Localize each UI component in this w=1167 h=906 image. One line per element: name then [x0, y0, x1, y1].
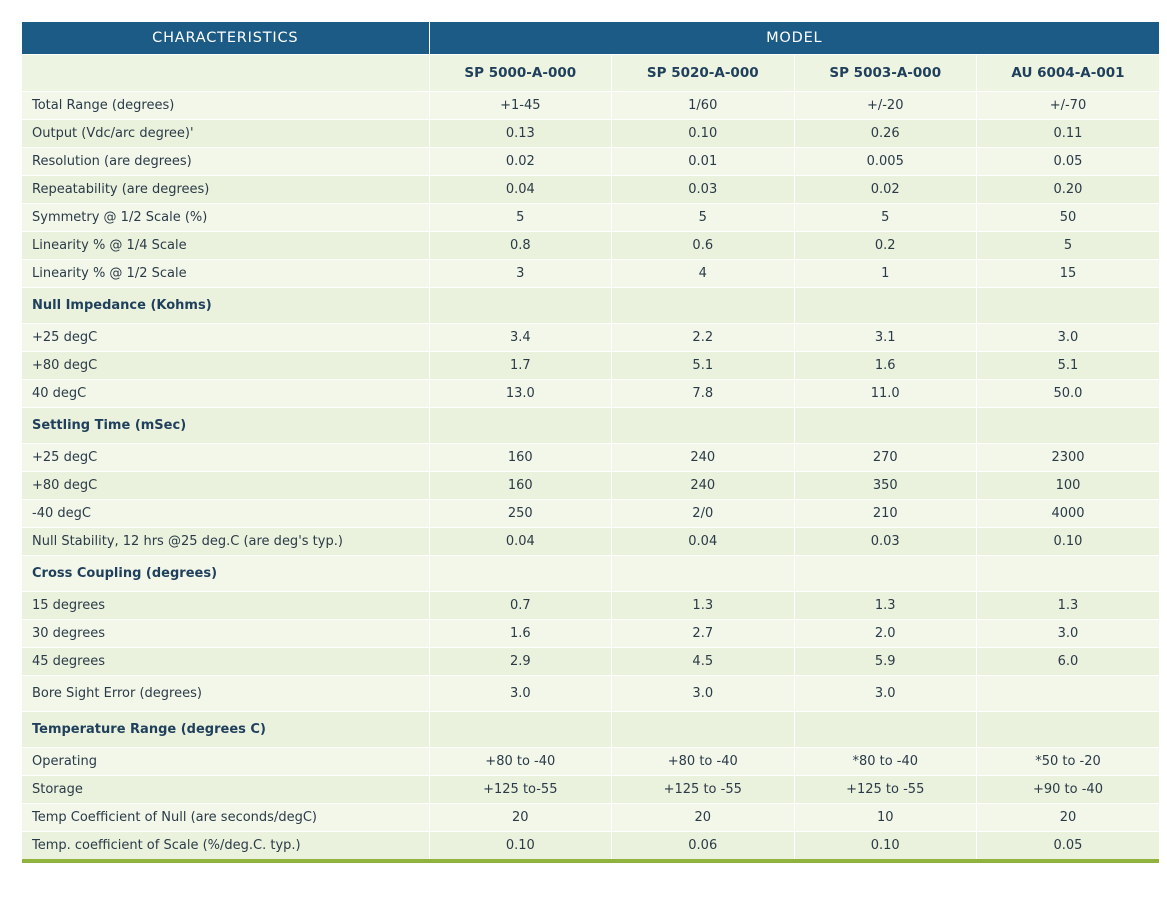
model-name: AU 6004-A-001 [976, 55, 1159, 92]
table-cell: 350 [794, 472, 976, 500]
table-cell: 2/0 [612, 500, 794, 528]
table-cell: 5 [429, 204, 611, 232]
table-cell: 0.10 [794, 832, 976, 862]
table-row [22, 444, 1159, 472]
table-cell: 5.1 [612, 352, 794, 380]
table-cell: 0.04 [612, 528, 794, 556]
table-row [22, 620, 1159, 648]
table-cell [429, 408, 611, 444]
table-cell: +90 to -40 [976, 776, 1159, 804]
characteristic-label: +25 degC [22, 444, 429, 472]
table-cell: 1/60 [612, 92, 794, 120]
characteristic-label: Storage [22, 776, 429, 804]
table-cell: 0.26 [794, 120, 976, 148]
table-cell: 160 [429, 444, 611, 472]
characteristic-label: 15 degrees [22, 592, 429, 620]
model-header: MODEL [429, 22, 1159, 55]
section-label: Cross Coupling (degrees) [22, 556, 429, 592]
table-row [22, 748, 1159, 776]
table-cell: 250 [429, 500, 611, 528]
table-cell: 2300 [976, 444, 1159, 472]
characteristic-label: -40 degC [22, 500, 429, 528]
characteristic-label: Temp. coefficient of Scale (%/deg.C. typ.) [22, 832, 429, 862]
table-cell: 0.05 [976, 832, 1159, 862]
table-row [22, 232, 1159, 260]
table-cell: 50 [976, 204, 1159, 232]
table-row [22, 176, 1159, 204]
characteristic-label: Operating [22, 748, 429, 776]
table-row [22, 120, 1159, 148]
table-header [22, 22, 1159, 92]
table-cell [976, 408, 1159, 444]
table-cell [794, 408, 976, 444]
table-cell: 20 [429, 804, 611, 832]
model-names-row [22, 55, 1159, 92]
section-label: Null Impedance (Kohms) [22, 288, 429, 324]
table-cell: 4.5 [612, 648, 794, 676]
characteristic-label: +80 degC [22, 472, 429, 500]
table-cell: 0.03 [612, 176, 794, 204]
spec-table-container [22, 22, 1159, 863]
table-cell: 100 [976, 472, 1159, 500]
characteristic-label: +25 degC [22, 324, 429, 352]
table-cell: 5 [794, 204, 976, 232]
table-cell: 0.7 [429, 592, 611, 620]
model-name: SP 5003-A-000 [794, 55, 976, 92]
table-cell: 13.0 [429, 380, 611, 408]
table-cell: 0.04 [429, 176, 611, 204]
characteristic-label: Bore Sight Error (degrees) [22, 676, 429, 712]
header-band-row [22, 22, 1159, 55]
section-label: Settling Time (mSec) [22, 408, 429, 444]
table-cell: 0.8 [429, 232, 611, 260]
characteristic-label: Linearity % @ 1/2 Scale [22, 260, 429, 288]
section-header-row [22, 712, 1159, 748]
specifications-table [22, 22, 1159, 863]
table-cell: 2.0 [794, 620, 976, 648]
table-cell: 0.2 [794, 232, 976, 260]
characteristic-label: Repeatability (are degrees) [22, 176, 429, 204]
table-cell: 1.3 [612, 592, 794, 620]
table-cell [429, 556, 611, 592]
table-cell [612, 408, 794, 444]
characteristic-label: 45 degrees [22, 648, 429, 676]
table-cell: 0.005 [794, 148, 976, 176]
table-cell: +80 to -40 [429, 748, 611, 776]
table-row [22, 92, 1159, 120]
table-cell: 2.7 [612, 620, 794, 648]
table-row [22, 500, 1159, 528]
table-cell: 20 [976, 804, 1159, 832]
table-cell: 3.0 [794, 676, 976, 712]
table-cell: 3.0 [976, 620, 1159, 648]
table-cell: 2.2 [612, 324, 794, 352]
table-row [22, 204, 1159, 232]
table-cell [612, 712, 794, 748]
characteristic-label: Linearity % @ 1/4 Scale [22, 232, 429, 260]
table-cell: 0.06 [612, 832, 794, 862]
table-cell [976, 676, 1159, 712]
table-row [22, 648, 1159, 676]
table-cell: 240 [612, 444, 794, 472]
model-name: SP 5020-A-000 [612, 55, 794, 92]
table-cell: 0.10 [429, 832, 611, 862]
table-cell: 1 [794, 260, 976, 288]
table-cell: 0.03 [794, 528, 976, 556]
table-cell [794, 556, 976, 592]
characteristic-label: 40 degC [22, 380, 429, 408]
table-cell [794, 288, 976, 324]
table-cell: 4 [612, 260, 794, 288]
table-row [22, 776, 1159, 804]
characteristics-header: CHARACTERISTICS [22, 22, 429, 55]
table-cell: 0.10 [612, 120, 794, 148]
table-row [22, 832, 1159, 862]
table-cell: 5 [612, 204, 794, 232]
characteristic-label: Symmetry @ 1/2 Scale (%) [22, 204, 429, 232]
table-cell: 0.6 [612, 232, 794, 260]
table-cell: 15 [976, 260, 1159, 288]
table-cell: 50.0 [976, 380, 1159, 408]
table-row [22, 592, 1159, 620]
table-row [22, 472, 1159, 500]
table-cell: +80 to -40 [612, 748, 794, 776]
table-cell: +125 to -55 [794, 776, 976, 804]
characteristic-label: +80 degC [22, 352, 429, 380]
table-cell: 3 [429, 260, 611, 288]
table-cell: 10 [794, 804, 976, 832]
characteristic-label: Temp Coefficient of Null (are seconds/degC) [22, 804, 429, 832]
table-cell: 4000 [976, 500, 1159, 528]
table-row [22, 260, 1159, 288]
table-cell: 1.6 [429, 620, 611, 648]
table-cell: *50 to -20 [976, 748, 1159, 776]
table-cell: 0.04 [429, 528, 611, 556]
characteristic-label: Resolution (are degrees) [22, 148, 429, 176]
table-row [22, 676, 1159, 712]
table-cell: 1.6 [794, 352, 976, 380]
table-cell: 0.13 [429, 120, 611, 148]
table-cell [429, 712, 611, 748]
table-cell: 5.9 [794, 648, 976, 676]
table-cell: 3.0 [612, 676, 794, 712]
table-cell: 11.0 [794, 380, 976, 408]
table-cell [794, 712, 976, 748]
table-cell [976, 288, 1159, 324]
section-header-row [22, 288, 1159, 324]
table-cell: 1.7 [429, 352, 611, 380]
table-row [22, 148, 1159, 176]
table-cell: 1.3 [976, 592, 1159, 620]
table-cell: 0.11 [976, 120, 1159, 148]
table-row [22, 528, 1159, 556]
model-name: SP 5000-A-000 [429, 55, 611, 92]
table-cell: 3.4 [429, 324, 611, 352]
table-cell: 160 [429, 472, 611, 500]
characteristic-label: Null Stability, 12 hrs @25 deg.C (are deg's typ.) [22, 528, 429, 556]
characteristic-label: Total Range (degrees) [22, 92, 429, 120]
table-cell: 0.20 [976, 176, 1159, 204]
table-row [22, 352, 1159, 380]
table-cell [976, 712, 1159, 748]
characteristic-label: 30 degrees [22, 620, 429, 648]
table-row [22, 380, 1159, 408]
table-cell: 20 [612, 804, 794, 832]
table-body [22, 92, 1159, 862]
table-cell: +125 to -55 [612, 776, 794, 804]
table-cell: 210 [794, 500, 976, 528]
table-row [22, 324, 1159, 352]
section-header-row [22, 408, 1159, 444]
table-cell: 240 [612, 472, 794, 500]
table-cell: 5 [976, 232, 1159, 260]
table-cell: 6.0 [976, 648, 1159, 676]
table-cell: +125 to-55 [429, 776, 611, 804]
table-cell: 270 [794, 444, 976, 472]
section-label: Temperature Range (degrees C) [22, 712, 429, 748]
table-cell: 1.3 [794, 592, 976, 620]
table-cell: 0.05 [976, 148, 1159, 176]
section-header-row [22, 556, 1159, 592]
table-cell: 0.02 [429, 148, 611, 176]
table-cell: 0.10 [976, 528, 1159, 556]
table-cell [976, 556, 1159, 592]
table-cell: 0.02 [794, 176, 976, 204]
characteristic-label: Output (Vdc/arc degree)' [22, 120, 429, 148]
table-cell: 0.01 [612, 148, 794, 176]
table-cell [612, 556, 794, 592]
table-cell: 3.0 [429, 676, 611, 712]
table-cell [612, 288, 794, 324]
table-cell: +/-20 [794, 92, 976, 120]
table-cell: +1-45 [429, 92, 611, 120]
table-cell: 3.0 [976, 324, 1159, 352]
table-row [22, 804, 1159, 832]
model-names-row-label [22, 55, 429, 92]
table-cell: *80 to -40 [794, 748, 976, 776]
table-cell: +/-70 [976, 92, 1159, 120]
table-cell: 5.1 [976, 352, 1159, 380]
table-cell: 3.1 [794, 324, 976, 352]
table-cell: 2.9 [429, 648, 611, 676]
table-cell [429, 288, 611, 324]
table-cell: 7.8 [612, 380, 794, 408]
